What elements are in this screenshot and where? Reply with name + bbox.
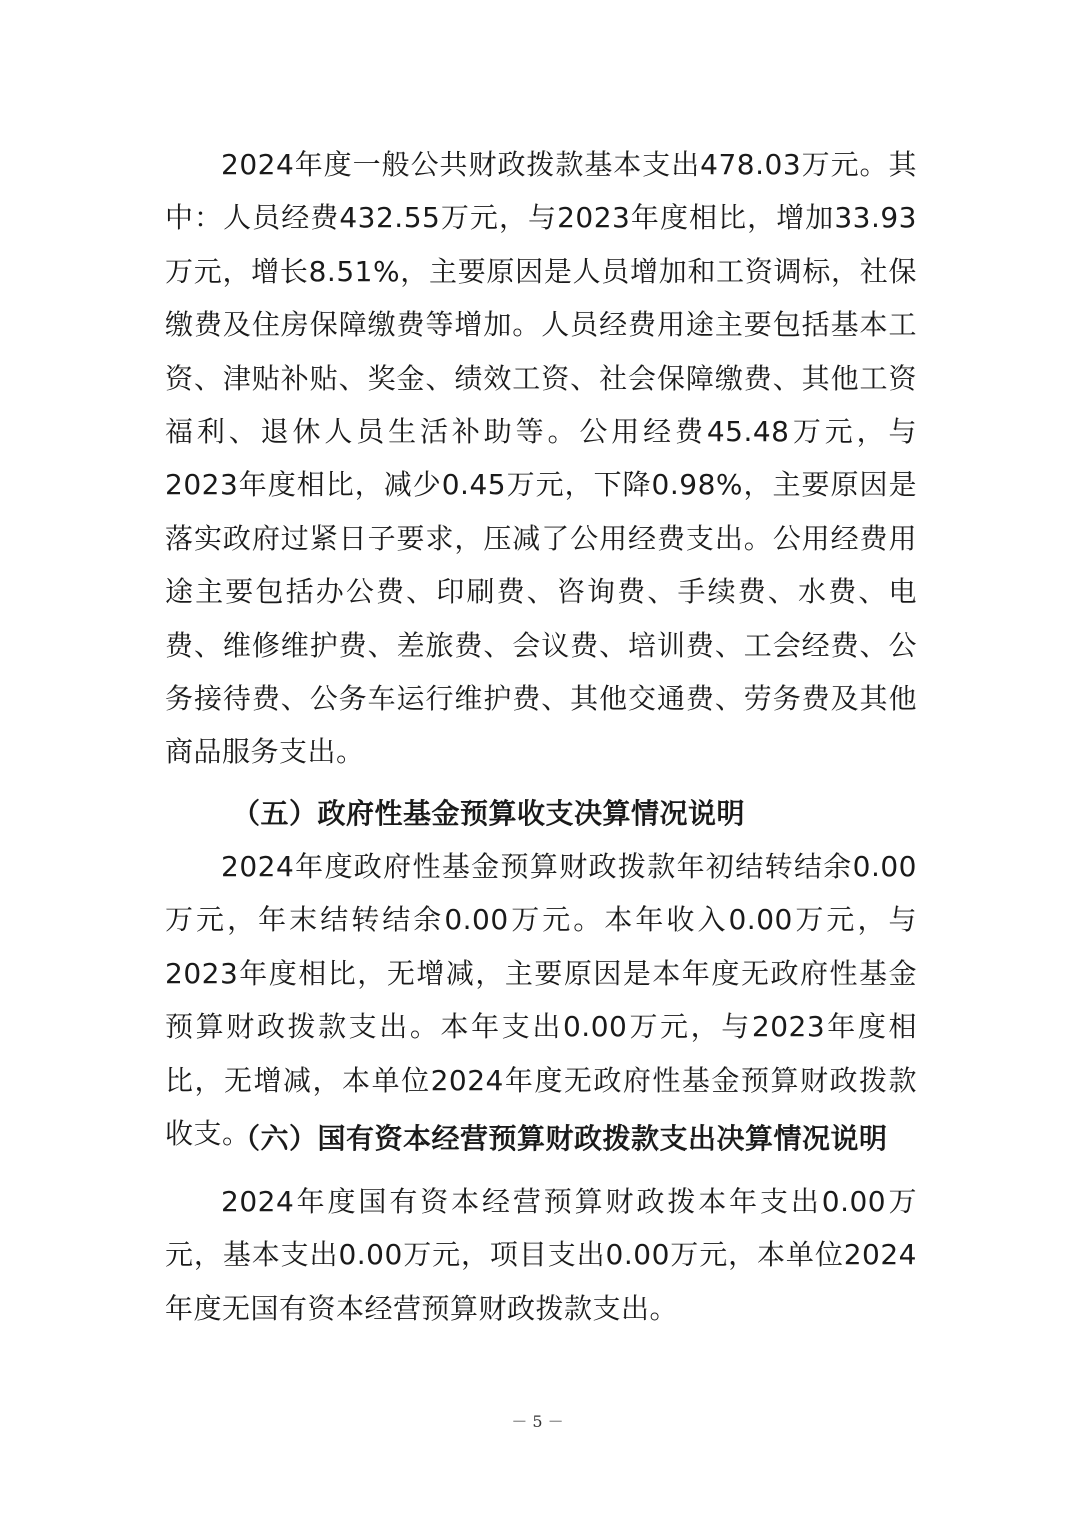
page-number: － 5 －: [511, 1412, 564, 1431]
section-heading-government-fund: （五）政府性基金预算收支决算情况说明: [232, 797, 746, 830]
paragraph-government-fund: 2024年度政府性基金预算财政拨款年初结转结余0.00万元，年末结转结余0.00万元。本年收入0.00万元，与2023年度相比，无增减，主要原因是本年度无政府性基金预算财政拨款支出。本年支出0.00万元，与2023年度相比，无增减，本单位2024年度无政府性基金预算财政拨款收支。: [165, 850, 917, 1151]
paragraph-state-capital: 2024年度国有资本经营预算财政拨本年支出0.00万元，基本支出0.00万元，项目支出0.00万元，本单位2024年度无国有资本经营预算财政拨款支出。: [165, 1185, 917, 1325]
section-heading-state-capital: （六）国有资本经营预算财政拨款支出决算情况说明: [232, 1122, 888, 1155]
paragraph-basic-expenditure: 2024年度一般公共财政拨款基本支出478.03万元。其中：人员经费432.55万元，与2023年度相比，增加33.93万元，增长8.51%，主要原因是人员增加和工资调标，社保缴费及住房保障缴费等增加。人员经费用途主要包括基本工资、津贴补贴、奖金、绩效工资、社会保障缴费、其他工资福利、退休人员生活补助等。公用经费45.48万元，与2023年度相比，减少0.45万元，下降0.98%，主要原因是落实政府过紧日子要求，压减了公用经费支出。公用经费用途主要包括办公费、印刷费、咨询费、手续费、水费、电费、维修维护费、差旅费、会议费、培训费、工会经费、公务接待费、公务车运行维护费、其他交通费、劳务费及其他商品服务支出。: [165, 148, 917, 769]
